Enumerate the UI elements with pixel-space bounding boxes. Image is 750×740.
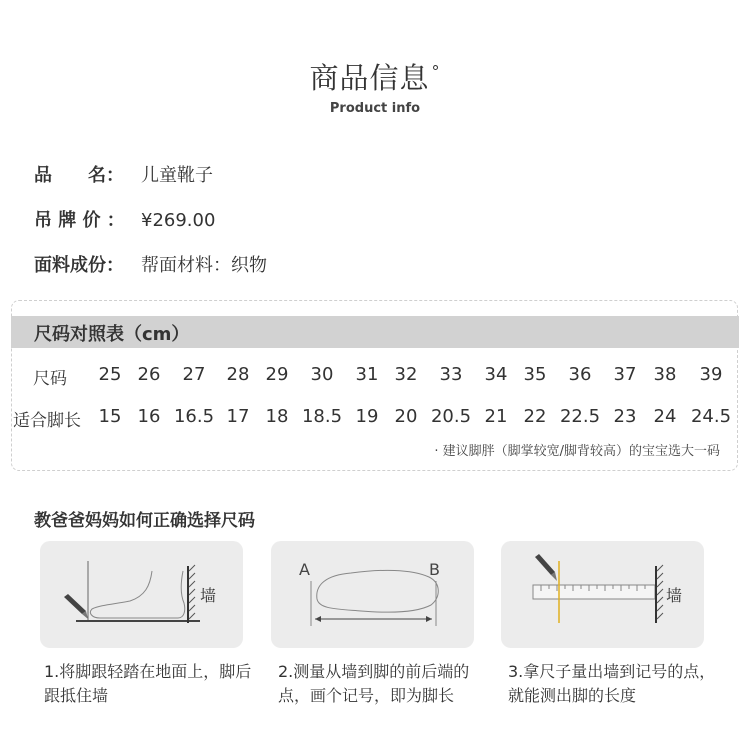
length-cell: 20.5 bbox=[430, 406, 472, 427]
size-cell: 37 bbox=[613, 364, 637, 385]
price-label: 吊 牌 价 ： bbox=[34, 210, 125, 231]
size-chart-title: 尺码对照表（cm） bbox=[34, 324, 190, 345]
size-advice-note: · 建议脚胖（脚掌较宽/脚背较高）的宝宝选大一码 bbox=[434, 444, 720, 459]
material-value: 帮面材料：织物 bbox=[141, 255, 267, 276]
wall-label: 墙 bbox=[666, 586, 683, 605]
price-row bbox=[34, 206, 215, 232]
footprint-measure-icon bbox=[271, 541, 474, 648]
howto-step-3: 3.拿尺子量出墙到记号的点，就能测出脚的长度 bbox=[508, 662, 716, 705]
length-cell: 16 bbox=[137, 406, 161, 427]
size-cell: 28 bbox=[226, 364, 250, 385]
length-cell: 17 bbox=[226, 406, 250, 427]
size-cell: 38 bbox=[653, 364, 677, 385]
howto-card-1 bbox=[40, 541, 243, 648]
page-title bbox=[0, 56, 750, 97]
length-cell: 22.5 bbox=[559, 406, 601, 427]
size-chart-header bbox=[11, 316, 739, 348]
price-value: ¥269.00 bbox=[141, 210, 216, 231]
page-subtitle: Product info bbox=[329, 101, 421, 116]
size-cell: 36 bbox=[568, 364, 592, 385]
howto-title: 教爸爸妈妈如何正确选择尺码 bbox=[34, 511, 255, 531]
length-cell: 20 bbox=[394, 406, 418, 427]
size-cell: 26 bbox=[137, 364, 161, 385]
size-cell: 39 bbox=[699, 364, 723, 385]
size-cell: 33 bbox=[439, 364, 463, 385]
point-b-label: B bbox=[429, 560, 440, 579]
length-cell: 18 bbox=[265, 406, 289, 427]
size-cell: 25 bbox=[98, 364, 122, 385]
length-cell: 21 bbox=[484, 406, 508, 427]
length-cell: 23 bbox=[613, 406, 637, 427]
size-cell: 32 bbox=[394, 364, 418, 385]
foot-length-row bbox=[0, 406, 750, 430]
size-row bbox=[0, 364, 750, 388]
material-label: 面料成份： bbox=[34, 255, 124, 276]
length-cell: 24.5 bbox=[690, 406, 732, 427]
size-cell: 35 bbox=[523, 364, 547, 385]
size-cell: 34 bbox=[484, 364, 508, 385]
material-row bbox=[34, 251, 267, 277]
size-cell: 30 bbox=[310, 364, 334, 385]
length-cell: 15 bbox=[98, 406, 122, 427]
length-cell: 22 bbox=[523, 406, 547, 427]
length-cell: 24 bbox=[653, 406, 677, 427]
size-cell: 31 bbox=[355, 364, 379, 385]
product-name-value: 儿童靴子 bbox=[141, 165, 213, 186]
howto-card-2 bbox=[271, 541, 474, 648]
product-name-row bbox=[34, 161, 213, 187]
length-cell: 19 bbox=[355, 406, 379, 427]
product-name-label: 品 名： bbox=[34, 165, 124, 186]
wall-label: 墙 bbox=[200, 586, 217, 605]
foot-length-row-label: 适合脚长 bbox=[13, 411, 81, 431]
title-mark: ° bbox=[431, 62, 441, 82]
howto-step-2: 2.测量从墙到脚的前后端的点，画个记号，即为脚长 bbox=[278, 662, 470, 705]
length-cell: 18.5 bbox=[301, 406, 343, 427]
howto-card-3 bbox=[501, 541, 704, 648]
point-a-label: A bbox=[299, 560, 310, 579]
size-cell: 29 bbox=[265, 364, 289, 385]
howto-step-1: 1.将脚跟轻踏在地面上，脚后跟抵住墙 bbox=[44, 662, 252, 705]
size-row-label: 尺码 bbox=[33, 369, 67, 389]
length-cell: 16.5 bbox=[173, 406, 215, 427]
title-text: 商品信息 bbox=[309, 61, 430, 95]
size-cell: 27 bbox=[182, 364, 206, 385]
